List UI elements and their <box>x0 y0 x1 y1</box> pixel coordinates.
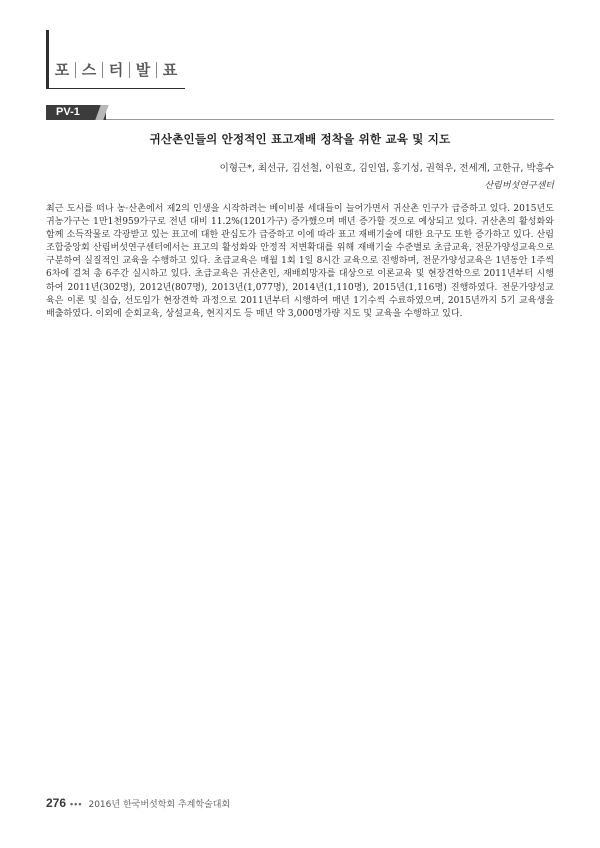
section-title-char: 발 <box>130 62 157 78</box>
badge-divider <box>106 119 554 120</box>
section-title-char: 표 <box>162 61 178 79</box>
section-header-box <box>46 36 185 89</box>
conference-name: 2016년 한국버섯학회 추계학술대회 <box>88 800 231 810</box>
page-number: 276 <box>46 796 67 810</box>
section-title-char: 스 <box>76 62 103 78</box>
affiliation: 산림버섯연구센터 <box>484 181 554 191</box>
section-title-char: 터 <box>103 62 130 78</box>
page-footer <box>46 796 230 810</box>
paper-title: 귀산촌인들의 안정적인 표고재배 정착을 위한 교육 및 지도 <box>149 132 451 146</box>
abstract-text: 최근 도시를 떠나 농·산촌에서 제2의 인생을 시작하려는 베이비붐 세대들이 늘어가면서 귀산촌 인구가 급증하고 있다. 2015년도 귀농가구는 1만1천959가구로 전년 대비 11.2%(1201가구) 증가했으며 매년 증가할 것으로 예상되고 있다. 귀산촌의 활성화와 함께 소득작물로 각광받고 있는 표고에 대한 관심도가 급증하고 이에 따라 표고 재배기술에 대한 요구도 또한 증가하고 있다. 산림조합중앙회 산림버섯연구센터에서는 표고의 활성화와 안정적 저변확대를 위해 재배기술 수준별로 초급교육, 전문가양성교육으로 구분하여 실질적인 교육을 수행하고 있다. 초급교육은 매월 1회 1일 8시간 교육으로 진행하며, 전문가양성교육은 1년동안 1주씩 6차에 걸쳐 총 6주간 실시하고 있다. 초급교육은 귀산촌인, 재배희망자를 대상으로 이론교육 및 현장견학으로 2011년부터 시행하여 2011년(302명), 2012년(807명), 2013년(1,077명), 2014년(1,110명), 2015년(1,116명) 진행하였다. 전문가양성교육은 이론 및 실습, 선도임가 현장견학 과정으로 2011년부터 시행하여 매년 1기수씩 수료하였으며, 2015년까지 5기 교육생을 배출하였다. 이외에 순회교육, 상설교육, 현지지도 등 매년 약 3,000명가량 지도 및 교육을 수행하고 있다. <box>46 204 554 319</box>
poster-id-badge: PV-1 <box>46 105 106 120</box>
footer-dots: ••• <box>70 799 83 809</box>
author-list: 이형근*, 최선규, 김선철, 이원호, 김인엽, 홍기성, 권혁우, 전세계, 고한규, 박흥수 <box>219 163 554 174</box>
section-title <box>49 62 183 78</box>
section-title-char: 포 <box>49 62 76 78</box>
